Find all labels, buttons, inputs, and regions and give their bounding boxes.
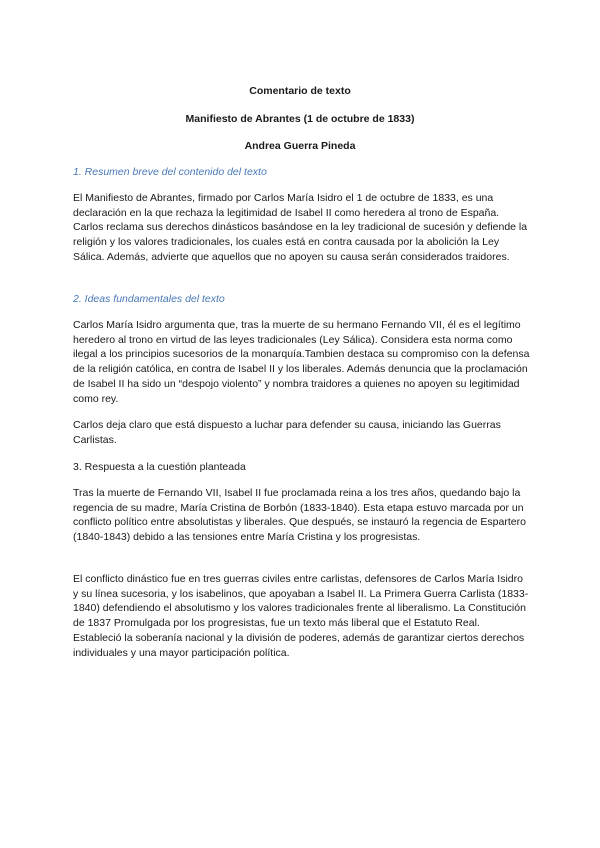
paragraph: El Manifiesto de Abrantes, firmado por Carlos María Isidro el 1 de octubre de 1833, es una declaración en la que rechaza la legitimidad de Isabel II como heredera al trono de España. Carlos reclama sus derechos dinásticos basándose en la ley tradicional de sucesión y defiende la religión y los valores tradicionales, los cuales está en contra causada por la abolición la Ley Sálica. Además, advierte que aquellos que no apoyen su causa serán considerados traidores. (73, 192, 528, 263)
paragraph: Carlos María Isidro argumenta que, tras la muerte de su hermano Fernando VII, él es el legítimo heredero al trono en virtud de las leyes tradicionales (Ley Sálica). Considera esta norma como ilegal a los principios sucesorios de la monarquía.Tambien destaca su compromiso con la defensa de la religión católica, en contra de Isabel II y los liberales. Además denuncia que la proclamación de Isabel II ha sido un “despojo violento” y nombra traidores a quienes no apoyen su legitimidad como rey. (73, 319, 530, 405)
document-title: Comentario de texto (249, 85, 351, 97)
paragraph: Carlos deja claro que está dispuesto a luchar para defender su causa, iniciando las Guerras Carlistas. (73, 419, 501, 446)
section-heading-summary: 1. Resumen breve del contenido del texto (73, 166, 267, 178)
document-author: Andrea Guerra Pineda (244, 140, 356, 152)
section-heading-answer: 3. Respuesta a la cuestión planteada (73, 461, 246, 473)
section-heading-ideas: 2. Ideas fundamentales del texto (73, 293, 225, 305)
paragraph: Tras la muerte de Fernando VII, Isabel II fue proclamada reina a los tres años, quedando bajo la regencia de su madre, María Cristina de Borbón (1833-1840). Esta etapa estuvo marcada por un conflicto político entre absolutistas y liberales. Que después, se instauró la regencia de Espartero (1840-1843) debido a las tensiones entre María Cristina y los progresistas. (73, 487, 526, 544)
paragraph: El conflicto dinástico fue en tres guerras civiles entre carlistas, defensores de Carlos María Isidro y su línea sucesoria, y los isabelinos, que apoyaban a Isabel II. La Primera Guerra Carlista (1833-1840) defendiendo el absolutismo y los valores tradicionales frente al liberalismo. La Constitución de 1837 Promulgada por los progresistas, fue un texto más liberal que el Estatuto Real. Estableció la soberanía nacional y la división de poderes, además de garantizar ciertos derechos individuales y una mayor participación política. (73, 573, 529, 659)
document-subtitle: Manifiesto de Abrantes (1 de octubre de 1833) (185, 113, 415, 125)
